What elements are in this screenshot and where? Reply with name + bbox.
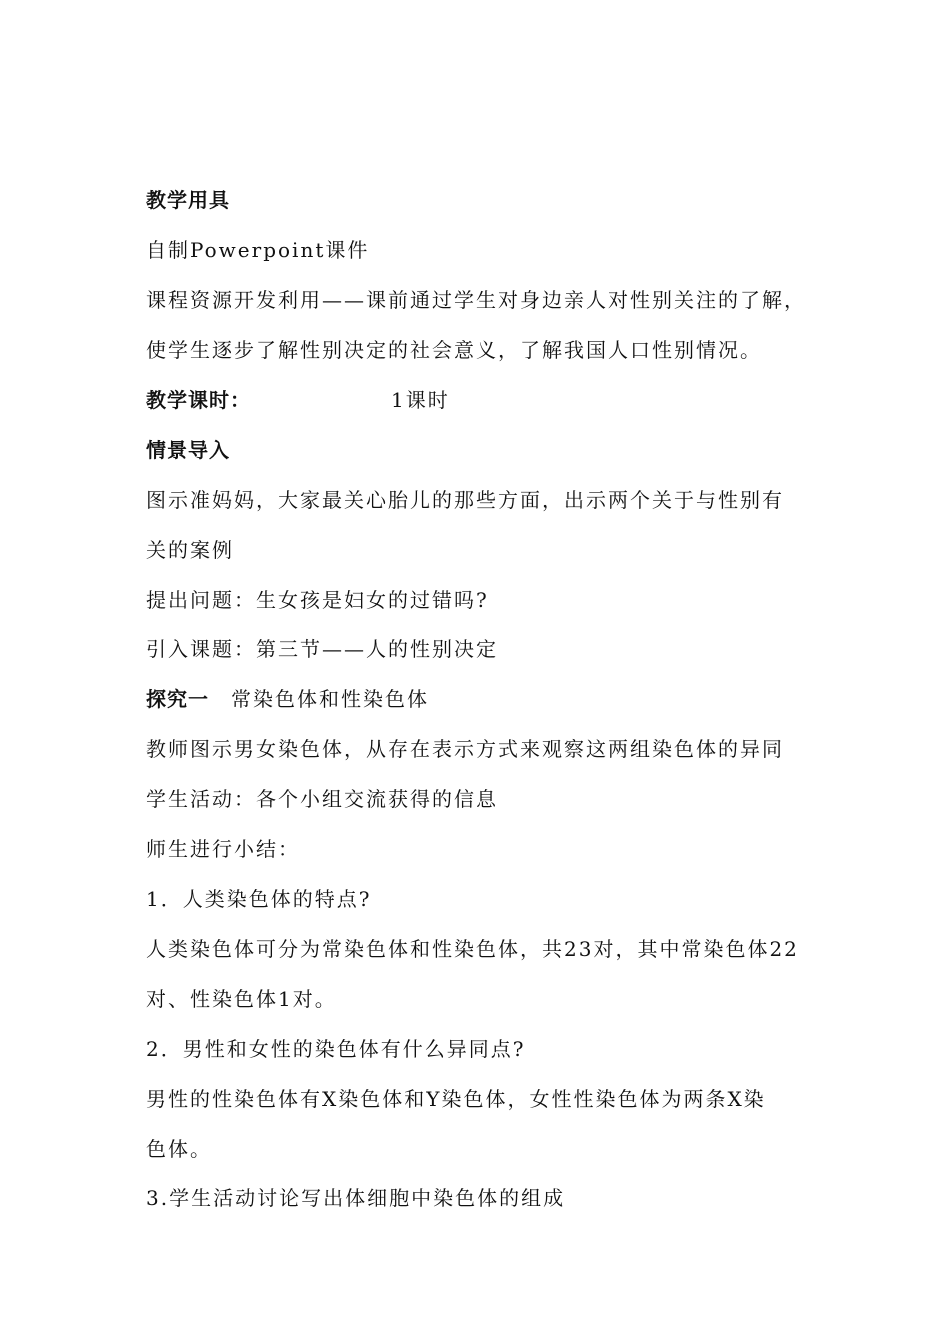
resources-line-1: 课程资源开发利用——课前通过学生对身边亲人对性别关注的了解， <box>146 288 806 312</box>
explore-row <box>146 684 826 714</box>
question-1: 1．人类染色体的特点? <box>146 887 372 911</box>
topic-line: 引入课题：第三节——人的性别决定 <box>146 637 498 661</box>
heading-explore-one: 探究一 <box>146 687 209 711</box>
intro-line-2: 关的案例 <box>146 538 234 562</box>
answer-2-line-1: 男性的性染色体有X染色体和Y染色体，女性性染色体为两条X染 <box>146 1087 766 1111</box>
summary-line: 师生进行小结： <box>146 837 300 861</box>
lesson-time-row <box>146 385 826 415</box>
question-line: 提出问题：生女孩是妇女的过错吗? <box>146 588 489 612</box>
heading-teaching-tools: 教学用具 <box>146 188 230 212</box>
explore-title: 常染色体和性染色体 <box>231 687 429 711</box>
answer-2-line-2: 色体。 <box>146 1137 212 1161</box>
heading-lesson-time: 教学课时： <box>146 388 251 412</box>
lesson-time-value: 1课时 <box>391 388 450 412</box>
answer-1-line-1: 人类染色体可分为常染色体和性染色体，共23对，其中常染色体22 <box>146 937 799 961</box>
resources-line-2: 使学生逐步了解性别决定的社会意义，了解我国人口性别情况。 <box>146 338 762 362</box>
student-activity-line: 学生活动：各个小组交流获得的信息 <box>146 787 498 811</box>
heading-scene-intro: 情景导入 <box>146 438 230 462</box>
teacher-line: 教师图示男女染色体，从存在表示方式来观察这两组染色体的异同 <box>146 737 784 761</box>
question-3: 3.学生活动讨论写出体细胞中染色体的组成 <box>146 1186 566 1210</box>
answer-1-line-2: 对、性染色体1对。 <box>146 987 337 1011</box>
intro-line-1: 图示准妈妈，大家最关心胎儿的那些方面，出示两个关于与性别有 <box>146 488 784 512</box>
tools-text: 自制Powerpoint课件 <box>146 238 370 262</box>
question-2: 2．男性和女性的染色体有什么异同点? <box>146 1037 526 1061</box>
